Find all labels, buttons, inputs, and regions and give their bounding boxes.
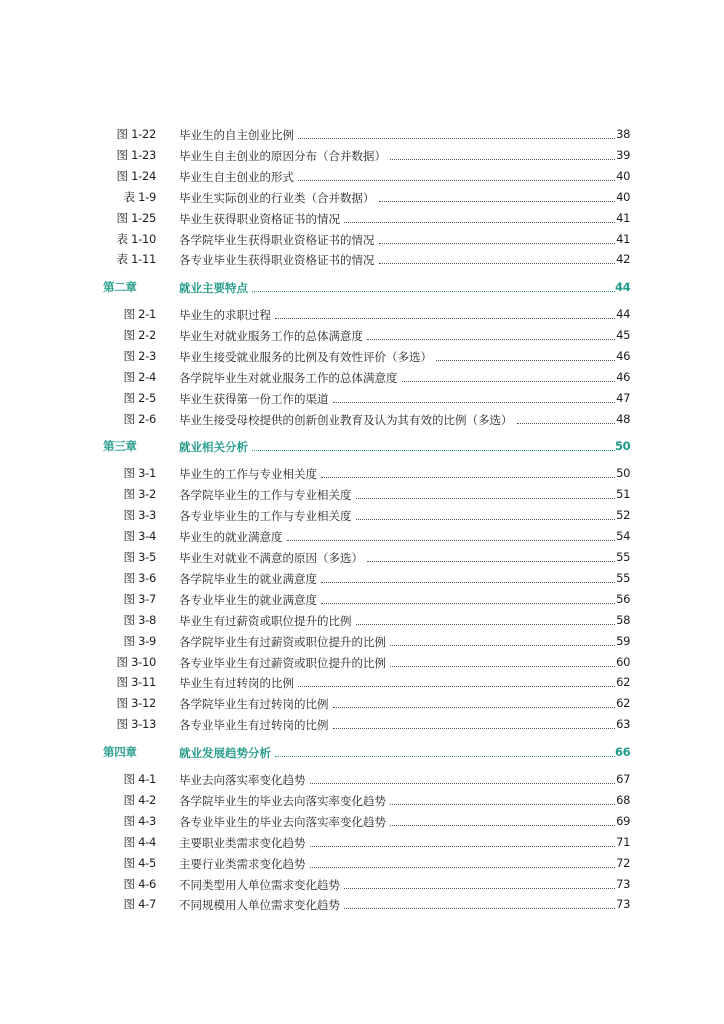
toc-page-number: 58 — [616, 613, 630, 627]
toc-entry-fill — [179, 209, 615, 227]
toc-entry-row[interactable] — [0, 895, 724, 913]
dot-leader — [517, 423, 616, 424]
toc-entry-label: 图 3-8 — [123, 613, 156, 627]
toc-entry-row[interactable] — [0, 527, 724, 545]
toc-entry-fill — [179, 410, 615, 428]
toc-entry-label: 图 3-5 — [123, 550, 156, 564]
toc-entry-title: 毕业生对就业服务工作的总体满意度 — [179, 329, 363, 343]
toc-entry-row[interactable] — [0, 209, 724, 227]
toc-entry-title: 各专业毕业生有过转岗的比例 — [179, 718, 329, 732]
toc-page-number: 55 — [616, 550, 630, 564]
toc-entry-fill — [179, 167, 615, 185]
toc-entry-fill — [179, 305, 615, 323]
toc-page-number: 44 — [616, 307, 630, 321]
toc-entry-title: 毕业生有过薪资或职位提升的比例 — [179, 614, 352, 628]
dot-leader — [344, 908, 615, 909]
toc-entry-title: 毕业生获得第一份工作的渠道 — [179, 392, 329, 406]
toc-entry-fill — [179, 715, 615, 733]
dot-leader — [333, 707, 616, 708]
toc-page-number: 62 — [616, 696, 630, 710]
dot-leader — [344, 888, 615, 889]
toc-entry-row[interactable] — [0, 188, 724, 206]
toc-page-number: 46 — [616, 370, 630, 384]
toc-entry-title: 毕业生的自主创业比例 — [179, 128, 294, 142]
toc-entry-label: 图 2-6 — [123, 412, 156, 426]
toc-entry-row[interactable] — [0, 632, 724, 650]
dot-leader — [402, 381, 616, 382]
toc-entry-fill — [179, 188, 615, 206]
toc-entry-fill — [179, 694, 615, 712]
toc-entry-row[interactable] — [0, 368, 724, 386]
dot-leader — [390, 825, 615, 826]
toc-entry-label: 图 3-6 — [123, 571, 156, 585]
toc-entry-label: 图 3-11 — [116, 675, 156, 689]
toc-page-number: 44 — [615, 280, 631, 294]
toc-entry-label: 图 3-3 — [123, 508, 156, 522]
toc-entry-label: 图 3-10 — [116, 655, 156, 669]
toc-entry-row[interactable] — [0, 812, 724, 830]
toc-page-number: 45 — [616, 328, 630, 342]
dot-leader — [333, 402, 616, 403]
toc-entry-title: 各专业毕业生的毕业去向落实率变化趋势 — [179, 815, 386, 829]
toc-page-number: 42 — [616, 252, 630, 266]
toc-page-number: 62 — [616, 675, 630, 689]
toc-page-number: 38 — [616, 127, 630, 141]
toc-entry-fill — [179, 278, 615, 296]
dot-leader — [333, 728, 616, 729]
toc-entry-label: 图 3-2 — [123, 487, 156, 501]
toc-entry-row[interactable] — [0, 146, 724, 164]
toc-page-number: 71 — [616, 835, 630, 849]
toc-entry-fill — [179, 146, 615, 164]
dot-leader — [356, 519, 616, 520]
toc-entry-fill — [179, 389, 615, 407]
toc-entry-label: 图 4-6 — [123, 877, 156, 891]
toc-entry-title: 各学院毕业生对就业服务工作的总体满意度 — [179, 371, 398, 385]
toc-entry-fill — [179, 506, 615, 524]
toc-page-number: 46 — [616, 349, 630, 363]
toc-page-number: 50 — [615, 439, 631, 453]
toc-page-number: 41 — [616, 211, 630, 225]
toc-entry-fill — [179, 347, 615, 365]
toc-chapter-row[interactable] — [0, 278, 724, 296]
toc-page-number: 39 — [616, 148, 630, 162]
toc-entry-row[interactable] — [0, 791, 724, 809]
toc-entry-title: 不同规模用人单位需求变化趋势 — [179, 898, 340, 912]
toc-entry-label: 图 4-2 — [123, 793, 156, 807]
toc-entry-row[interactable] — [0, 125, 724, 143]
toc-entry-title: 毕业生的求职过程 — [179, 308, 271, 322]
toc-entry-fill — [179, 464, 615, 482]
toc-entry-fill — [179, 437, 615, 455]
dot-leader — [321, 603, 615, 604]
toc-entry-label: 图 4-5 — [123, 856, 156, 870]
toc-entry-fill — [179, 611, 615, 629]
toc-entry-title: 毕业生自主创业的原因分布（合并数据） — [179, 149, 386, 163]
toc-entry-fill — [179, 548, 615, 566]
toc-entry-fill — [179, 250, 615, 268]
toc-entry-title: 不同类型用人单位需求变化趋势 — [179, 878, 340, 892]
dot-leader — [379, 263, 616, 264]
toc-page-number: 55 — [616, 571, 630, 585]
toc-entry-row[interactable] — [0, 485, 724, 503]
toc-entry-label: 图 4-4 — [123, 835, 156, 849]
toc-entry-label: 表 1-9 — [123, 190, 156, 204]
toc-page-number: 40 — [616, 190, 630, 204]
toc-entry-fill — [179, 743, 615, 761]
dot-leader — [344, 222, 615, 223]
toc-entry-title: 就业主要特点 — [179, 281, 248, 295]
toc-chapter-row[interactable] — [0, 437, 724, 455]
toc-entry-title: 各学院毕业生的毕业去向落实率变化趋势 — [179, 794, 386, 808]
dot-leader — [390, 645, 615, 646]
toc-entry-title: 各学院毕业生有过薪资或职位提升的比例 — [179, 635, 386, 649]
dot-leader — [321, 582, 615, 583]
toc-entry-title: 毕业生获得职业资格证书的情况 — [179, 212, 340, 226]
dot-leader — [390, 666, 615, 667]
toc-entry-fill — [179, 791, 615, 809]
toc-entry-title: 毕业生实际创业的行业类（合并数据） — [179, 191, 375, 205]
toc-entry-title: 各学院毕业生获得职业资格证书的情况 — [179, 233, 375, 247]
toc-entry-label: 表 1-11 — [116, 252, 156, 266]
dot-leader — [310, 867, 616, 868]
toc-entry-title: 主要行业类需求变化趋势 — [179, 857, 306, 871]
toc-entry-fill — [179, 485, 615, 503]
toc-entry-row[interactable] — [0, 569, 724, 587]
dot-leader — [310, 783, 616, 784]
toc-entry-title: 各专业毕业生有过薪资或职位提升的比例 — [179, 656, 386, 670]
toc-entry-label: 图 3-13 — [116, 717, 156, 731]
toc-page-number: 56 — [616, 592, 630, 606]
dot-leader — [390, 159, 615, 160]
dot-leader — [287, 540, 616, 541]
toc-page-number: 51 — [616, 487, 630, 501]
toc-entry-row[interactable] — [0, 250, 724, 268]
toc-entry-title: 毕业生的就业满意度 — [179, 530, 283, 544]
toc-page-number: 41 — [616, 232, 630, 246]
toc-entry-label: 图 2-1 — [123, 307, 156, 321]
toc-entry-title: 毕业生的工作与专业相关度 — [179, 467, 317, 481]
toc-entry-title: 各学院毕业生有过转岗的比例 — [179, 697, 329, 711]
toc-entry-title: 就业相关分析 — [179, 440, 248, 454]
toc-entry-label: 图 4-3 — [123, 814, 156, 828]
toc-entry-label: 图 4-7 — [123, 897, 156, 911]
toc-page-number: 60 — [616, 655, 630, 669]
toc-entry-row[interactable] — [0, 506, 724, 524]
toc-entry-title: 各专业毕业生的就业满意度 — [179, 593, 317, 607]
toc-page-number: 48 — [616, 412, 630, 426]
toc-entry-label: 图 2-3 — [123, 349, 156, 363]
toc-entry-title: 就业发展趋势分析 — [179, 746, 271, 760]
toc-entry-title: 毕业生自主创业的形式 — [179, 170, 294, 184]
toc-entry-row[interactable] — [0, 875, 724, 893]
toc-entry-fill — [179, 875, 615, 893]
dot-leader — [367, 339, 615, 340]
toc-entry-row[interactable] — [0, 833, 724, 851]
toc-entry-label: 图 2-4 — [123, 370, 156, 384]
toc-entry-fill — [179, 653, 615, 671]
toc-entry-fill — [179, 569, 615, 587]
toc-entry-label: 图 2-2 — [123, 328, 156, 342]
toc-entry-fill — [179, 368, 615, 386]
toc-entry-label: 图 2-5 — [123, 391, 156, 405]
dot-leader — [356, 498, 616, 499]
toc-entry-label: 表 1-10 — [116, 232, 156, 246]
toc-entry-row[interactable] — [0, 653, 724, 671]
toc-entry-row[interactable] — [0, 611, 724, 629]
toc-page-number: 52 — [616, 508, 630, 522]
toc-entry-label: 第四章 — [103, 745, 137, 759]
dot-leader — [356, 624, 616, 625]
dot-leader — [390, 804, 615, 805]
toc-page-number: 50 — [616, 466, 630, 480]
toc-page-number: 40 — [616, 169, 630, 183]
toc-entry-fill — [179, 527, 615, 545]
toc-entry-title: 各专业毕业生的工作与专业相关度 — [179, 509, 352, 523]
toc-entry-fill — [179, 833, 615, 851]
toc-entry-row[interactable] — [0, 715, 724, 733]
toc-entry-fill — [179, 854, 615, 872]
toc-entry-label: 图 1-24 — [116, 169, 156, 183]
toc-chapter-row[interactable] — [0, 743, 724, 761]
dot-leader — [275, 756, 615, 757]
toc-page-number: 72 — [616, 856, 630, 870]
toc-entry-label: 图 3-1 — [123, 466, 156, 480]
toc-entry-fill — [179, 326, 615, 344]
toc-entry-fill — [179, 895, 615, 913]
toc-entry-row[interactable] — [0, 673, 724, 691]
toc-entry-label: 图 3-9 — [123, 634, 156, 648]
dot-leader — [367, 561, 615, 562]
toc-entry-fill — [179, 590, 615, 608]
dot-leader — [252, 291, 615, 292]
toc-entry-label: 第三章 — [103, 439, 137, 453]
toc-entry-row[interactable] — [0, 410, 724, 428]
dot-leader — [298, 138, 615, 139]
toc-entry-row[interactable] — [0, 347, 724, 365]
dot-leader — [298, 686, 615, 687]
toc-entry-title: 主要职业类需求变化趋势 — [179, 836, 306, 850]
toc-entry-title: 毕业生接受就业服务的比例及有效性评价（多选） — [179, 350, 432, 364]
toc-entry-row[interactable] — [0, 305, 724, 323]
toc-entry-title: 毕业生对就业不满意的原因（多选） — [179, 551, 363, 565]
dot-leader — [252, 450, 615, 451]
toc-entry-row[interactable] — [0, 464, 724, 482]
toc-page-number: 69 — [616, 814, 630, 828]
toc-page-number: 47 — [616, 391, 630, 405]
dot-leader — [436, 360, 615, 361]
toc-entry-title: 毕业生有过转岗的比例 — [179, 676, 294, 690]
dot-leader — [275, 318, 615, 319]
toc-entry-title: 各学院毕业生的工作与专业相关度 — [179, 488, 352, 502]
toc-entry-fill — [179, 125, 615, 143]
toc-entry-title: 毕业生接受母校提供的创新创业教育及认为其有效的比例（多选） — [179, 413, 513, 427]
toc-entry-fill — [179, 230, 615, 248]
toc-page-number: 68 — [616, 793, 630, 807]
toc-entry-row[interactable] — [0, 590, 724, 608]
toc-entry-label: 图 1-22 — [116, 127, 156, 141]
dot-leader — [379, 201, 616, 202]
toc-entry-row[interactable] — [0, 230, 724, 248]
toc-page-number: 54 — [616, 529, 630, 543]
toc-entry-title: 各专业毕业生获得职业资格证书的情况 — [179, 253, 375, 267]
toc-page-number: 67 — [616, 772, 630, 786]
toc-page-number: 73 — [616, 877, 630, 891]
dot-leader — [379, 243, 616, 244]
toc-entry-fill — [179, 632, 615, 650]
dot-leader — [321, 477, 615, 478]
toc-entry-label: 图 1-23 — [116, 148, 156, 162]
dot-leader — [298, 180, 615, 181]
toc-entry-label: 图 3-12 — [116, 696, 156, 710]
toc-entry-row[interactable] — [0, 326, 724, 344]
toc-entry-title: 各学院毕业生的就业满意度 — [179, 572, 317, 586]
toc-entry-label: 第二章 — [103, 280, 137, 294]
toc-entry-fill — [179, 770, 615, 788]
toc-entry-row[interactable] — [0, 548, 724, 566]
toc-entry-label: 图 1-25 — [116, 211, 156, 225]
toc-entry-fill — [179, 673, 615, 691]
toc-entry-row[interactable] — [0, 854, 724, 872]
toc-page-number: 59 — [616, 634, 630, 648]
toc-entry-title: 毕业去向落实率变化趋势 — [179, 773, 306, 787]
dot-leader — [310, 846, 616, 847]
toc-entry-label: 图 3-7 — [123, 592, 156, 606]
toc-entry-label: 图 3-4 — [123, 529, 156, 543]
toc-page-number: 73 — [616, 897, 630, 911]
toc-entry-label: 图 4-1 — [123, 772, 156, 786]
toc-entry-row[interactable] — [0, 694, 724, 712]
toc-page-number: 66 — [615, 745, 631, 759]
toc-page-number: 63 — [616, 717, 630, 731]
toc-entry-row[interactable] — [0, 389, 724, 407]
toc-entry-row[interactable] — [0, 770, 724, 788]
toc-entry-fill — [179, 812, 615, 830]
toc-entry-row[interactable] — [0, 167, 724, 185]
